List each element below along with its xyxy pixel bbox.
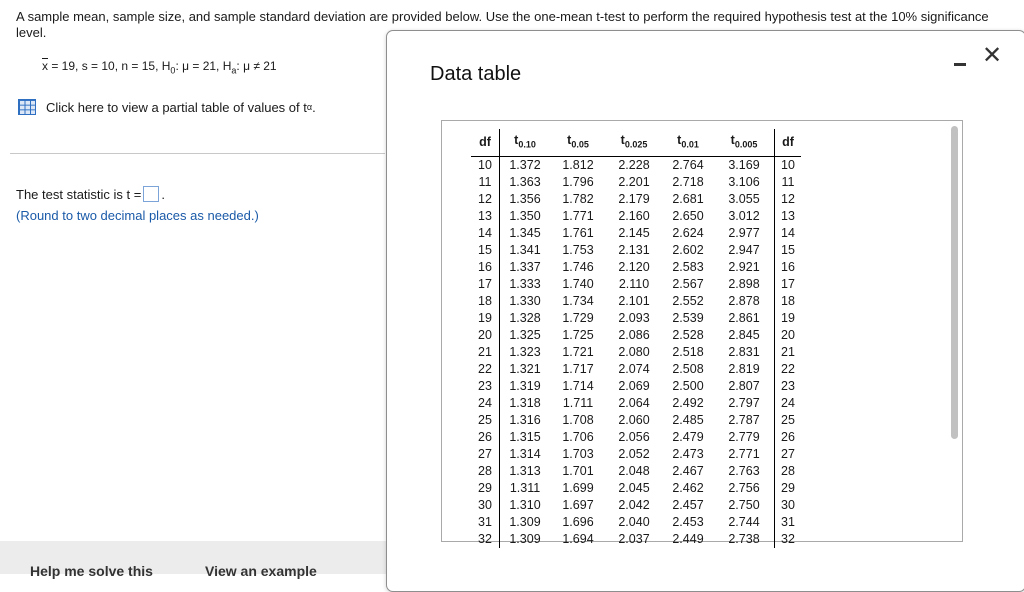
value-cell: 1.323 [509,344,541,359]
value-cell: 2.819 [728,361,760,376]
df-cell: 23 [471,378,500,395]
table-row [471,514,801,531]
value-cell: 1.350 [509,208,541,223]
value-cell: 3.012 [728,208,760,223]
value-cell: 2.052 [618,446,650,461]
value-cell: 1.796 [562,174,594,189]
df-cell: 30 [471,497,500,514]
value-cell: 3.055 [728,191,760,206]
value-cell: 2.567 [672,276,704,291]
table-row [471,531,801,548]
header-t-0.01: $t_{0.01}$ [662,129,714,156]
value-cell: 1.316 [509,412,541,427]
df-cell: 10 [471,156,500,174]
table-row [471,395,801,412]
value-cell: 1.318 [509,395,541,410]
value-cell: 1.363 [509,174,541,189]
value-cell: 2.101 [618,293,650,308]
value-cell: 1.309 [509,514,541,529]
value-cell: 2.473 [672,446,704,461]
value-cell: 2.056 [618,429,650,444]
stat-suffix: . [161,186,165,202]
value-cell: 1.701 [562,463,594,478]
df-cell: 15 [775,242,802,259]
df-header-left: df [471,129,500,156]
value-cell: 1.345 [509,225,541,240]
value-cell: 1.356 [509,191,541,206]
table-row [471,412,801,429]
table-row [471,174,801,191]
df-cell: 18 [471,293,500,310]
scrollbar-thumb[interactable] [951,126,958,439]
table-row [471,497,801,514]
value-cell: 1.319 [509,378,541,393]
value-cell: 1.325 [509,327,541,342]
test-statistic-input[interactable] [143,186,159,202]
value-cell: 2.500 [672,378,704,393]
header-t-0.10: $t_{0.10}$ [500,129,551,156]
table-row [471,429,801,446]
value-cell: 2.479 [672,429,704,444]
h0-rest: : μ = 21, H [175,59,232,73]
df-cell: 22 [775,361,802,378]
value-cell: 2.518 [672,344,704,359]
rounding-note: (Round to two decimal places as needed.) [16,208,259,223]
df-cell: 16 [775,259,802,276]
value-cell: 1.782 [562,191,594,206]
df-cell: 17 [471,276,500,293]
value-cell: 2.074 [618,361,650,376]
help-me-solve-button[interactable]: Help me solve this [30,563,153,579]
df-cell: 21 [471,344,500,361]
df-cell: 12 [471,191,500,208]
value-cell: 2.093 [618,310,650,325]
df-cell: 29 [775,480,802,497]
table-grid-icon [18,99,36,115]
value-cell: 2.201 [618,174,650,189]
value-cell: 1.706 [562,429,594,444]
value-cell: 2.797 [728,395,760,410]
df-cell: 31 [471,514,500,531]
df-cell: 17 [775,276,802,293]
value-cell: 2.453 [672,514,704,529]
table-row [471,191,801,208]
value-cell: 2.145 [618,225,650,240]
df-cell: 23 [775,378,802,395]
value-cell: 2.861 [728,310,760,325]
value-cell: 1.717 [562,361,594,376]
value-cell: 1.313 [509,463,541,478]
table-link-end: . [312,99,316,115]
ha-subscript: a [231,65,237,76]
value-cell: 2.048 [618,463,650,478]
value-cell: 2.771 [728,446,760,461]
header-t-0.005: $t_{0.005}$ [714,129,775,156]
table-row [471,344,801,361]
value-cell: 2.845 [728,327,760,342]
table-row [471,293,801,310]
table-row [471,156,801,174]
table-row [471,446,801,463]
df-cell: 31 [775,514,802,531]
value-cell: 1.711 [562,395,594,410]
value-cell: 2.528 [672,327,704,342]
view-example-button[interactable]: View an example [205,563,317,579]
header-t-0.025: $t_{0.025}$ [606,129,662,156]
value-cell: 1.721 [562,344,594,359]
df-cell: 14 [471,225,500,242]
value-cell: 2.763 [728,463,760,478]
df-cell: 27 [471,446,500,463]
data-table-modal [386,30,1024,592]
value-cell: 1.734 [562,293,594,308]
value-cell: 1.311 [509,480,541,495]
df-cell: 24 [471,395,500,412]
value-cell: 1.753 [562,242,594,257]
value-cell: 2.744 [728,514,760,529]
minimize-button[interactable] [953,54,967,68]
value-cell: 2.921 [728,259,760,274]
value-cell: 2.878 [728,293,760,308]
df-cell: 18 [775,293,802,310]
table-header-row [471,129,801,156]
value-cell: 1.341 [509,242,541,257]
df-cell: 15 [471,242,500,259]
value-cell: 2.756 [728,480,760,495]
table-link-sub: α [306,102,313,112]
given-rest: = 19, s = 10, n = 15, H [48,59,171,73]
df-cell: 28 [471,463,500,480]
value-cell: 2.650 [672,208,704,223]
df-cell: 24 [775,395,802,412]
value-cell: 1.333 [509,276,541,291]
table-link-text: Click here to view a partial table of values of t [46,99,307,115]
value-cell: 2.457 [672,497,704,512]
value-cell: 1.372 [509,157,541,172]
value-cell: 2.681 [672,191,704,206]
value-cell: 1.328 [509,310,541,325]
value-cell: 2.602 [672,242,704,257]
value-cell: 1.321 [509,361,541,376]
df-cell: 16 [471,259,500,276]
stat-prefix: The test statistic is t = [16,186,142,202]
value-cell: 1.314 [509,446,541,461]
value-cell: 1.708 [562,412,594,427]
df-cell: 13 [471,208,500,225]
df-cell: 19 [775,310,802,327]
value-cell: 1.746 [562,259,594,274]
value-cell: 2.539 [672,310,704,325]
table-row [471,378,801,395]
value-cell: 2.787 [728,412,760,427]
value-cell: 2.069 [618,378,650,393]
value-cell: 1.729 [562,310,594,325]
test-statistic-line [16,186,165,202]
value-cell: 1.699 [562,480,594,495]
given-values [42,59,277,75]
df-cell: 26 [471,429,500,446]
value-cell: 2.947 [728,242,760,257]
df-cell: 19 [471,310,500,327]
value-cell: 2.898 [728,276,760,291]
value-cell: 2.462 [672,480,704,495]
df-cell: 32 [775,531,802,548]
modal-title: Data table [430,63,522,85]
df-cell: 11 [471,174,500,191]
value-cell: 1.337 [509,259,541,274]
value-cell: 2.037 [618,531,650,546]
df-cell: 14 [775,225,802,242]
ha-rest: : μ ≠ 21 [236,59,277,73]
value-cell: 2.110 [618,276,650,291]
value-cell: 2.485 [672,412,704,427]
value-cell: 2.060 [618,412,650,427]
value-cell: 1.725 [562,327,594,342]
close-button[interactable]: ✕ [981,42,1003,69]
header-t-0.05: $t_{0.05}$ [550,129,606,156]
value-cell: 2.040 [618,514,650,529]
question-divider [10,153,385,154]
value-cell: 2.779 [728,429,760,444]
value-cell: 2.492 [672,395,704,410]
value-cell: 1.310 [509,497,541,512]
value-cell: 2.718 [672,174,704,189]
value-cell: 1.696 [562,514,594,529]
table-row [471,480,801,497]
value-cell: 2.064 [618,395,650,410]
table-row [471,327,801,344]
df-cell: 25 [775,412,802,429]
table-row [471,276,801,293]
table-row [471,242,801,259]
problem-instruction: A sample mean, sample size, and sample standard deviation are provided below. Use the one-mean t-test to perform the required hypothesis test at the 10% significance level. [16,9,989,40]
value-cell: 2.131 [618,242,650,257]
df-cell: 22 [471,361,500,378]
table-row [471,361,801,378]
xbar-symbol: $\overline{x}$ [42,59,48,73]
df-cell: 20 [471,327,500,344]
value-cell: 2.120 [618,259,650,274]
value-cell: 2.179 [618,191,650,206]
df-cell: 25 [471,412,500,429]
df-cell: 29 [471,480,500,497]
h0-subscript: 0 [170,65,176,76]
value-cell: 2.228 [618,157,650,172]
value-cell: 2.467 [672,463,704,478]
value-cell: 2.764 [672,157,704,172]
df-cell: 20 [775,327,802,344]
value-cell: 1.694 [562,531,594,546]
table-row [471,225,801,242]
value-cell: 1.330 [509,293,541,308]
value-cell: 2.086 [618,327,650,342]
view-table-link[interactable] [18,99,316,115]
table-row [471,310,801,327]
table-row [471,463,801,480]
value-cell: 2.624 [672,225,704,240]
value-cell: 2.160 [618,208,650,223]
df-cell: 10 [775,156,802,174]
df-cell: 28 [775,463,802,480]
table-row [471,259,801,276]
value-cell: 2.080 [618,344,650,359]
value-cell: 1.703 [562,446,594,461]
df-cell: 26 [775,429,802,446]
value-cell: 2.449 [672,531,704,546]
value-cell: 2.750 [728,497,760,512]
value-cell: 2.042 [618,497,650,512]
t-distribution-table [471,129,801,548]
value-cell: 2.045 [618,480,650,495]
value-cell: 2.583 [672,259,704,274]
df-cell: 21 [775,344,802,361]
df-cell: 32 [471,531,500,548]
value-cell: 2.977 [728,225,760,240]
df-cell: 30 [775,497,802,514]
value-cell: 2.831 [728,344,760,359]
value-cell: 3.169 [728,157,760,172]
value-cell: 1.315 [509,429,541,444]
value-cell: 1.812 [562,157,594,172]
value-cell: 1.771 [562,208,594,223]
value-cell: 1.309 [509,531,541,546]
df-cell: 27 [775,446,802,463]
value-cell: 2.508 [672,361,704,376]
value-cell: 3.106 [728,174,760,189]
scrollbar[interactable] [951,124,958,538]
value-cell: 1.740 [562,276,594,291]
df-header-right: df [775,129,802,156]
df-cell: 12 [775,191,802,208]
df-cell: 13 [775,208,802,225]
value-cell: 1.697 [562,497,594,512]
value-cell: 2.552 [672,293,704,308]
value-cell: 1.761 [562,225,594,240]
df-cell: 11 [775,174,802,191]
value-cell: 2.807 [728,378,760,393]
value-cell: 1.714 [562,378,594,393]
value-cell: 2.738 [728,531,760,546]
table-row [471,208,801,225]
